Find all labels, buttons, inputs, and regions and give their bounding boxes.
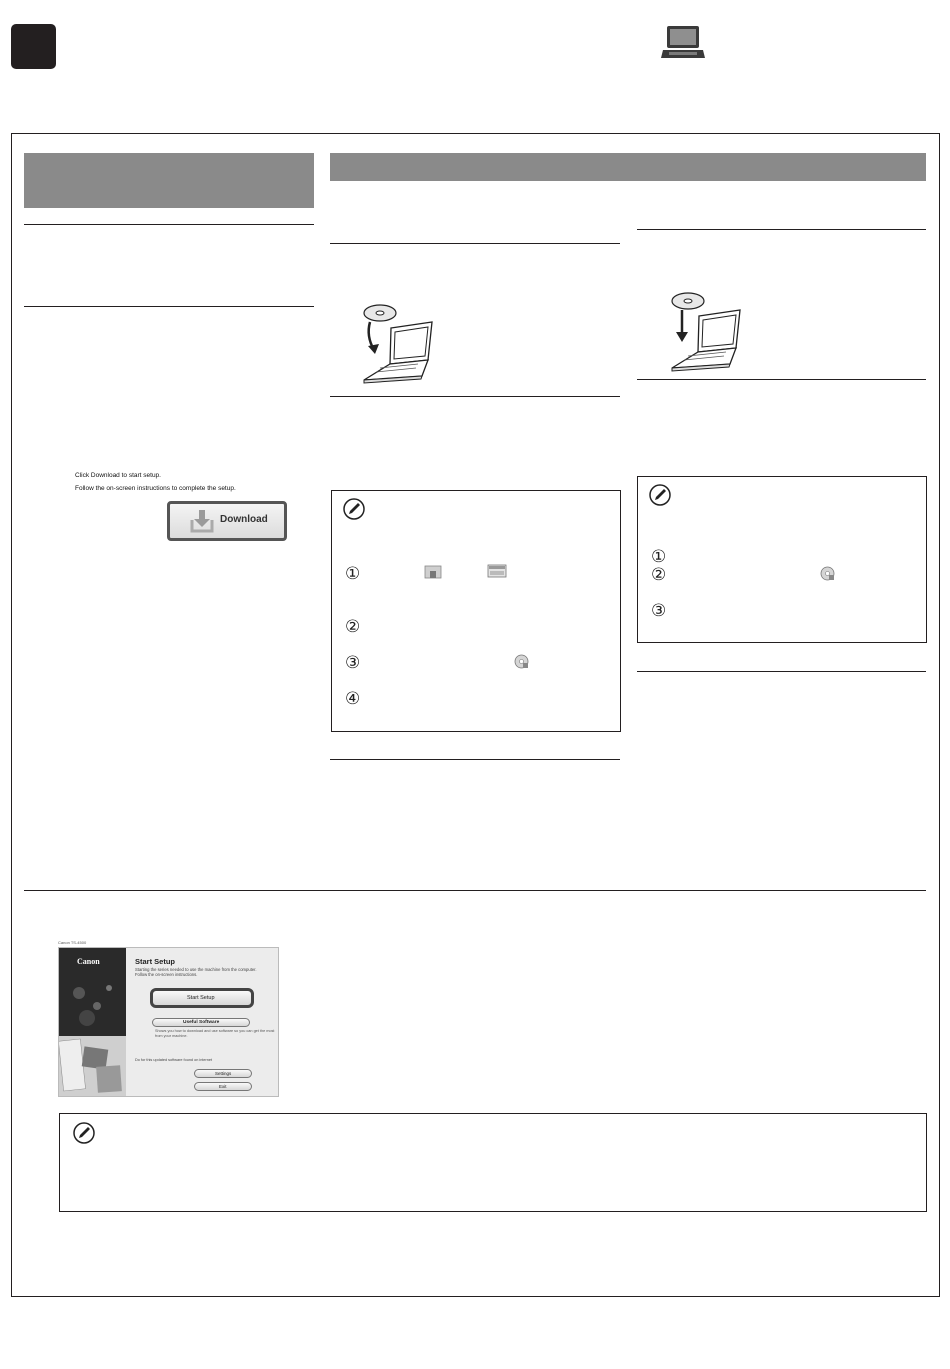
divider (24, 306, 314, 307)
note-step-2: ② (651, 565, 667, 585)
download-button-label: Download (220, 514, 268, 525)
divider (330, 243, 620, 244)
divider (637, 671, 926, 672)
left-section-header (24, 153, 314, 208)
download-instruction-2: Follow the on-screen instructions to complete the setup. (75, 485, 236, 492)
note-step-3: ③ (345, 653, 361, 673)
note-step-1: ① (345, 564, 361, 584)
useful-software-button[interactable] (152, 1018, 250, 1027)
settings-button[interactable] (194, 1069, 252, 1078)
note-step-3: ③ (651, 601, 667, 621)
right-section-header (330, 153, 926, 181)
useful-software-label: Useful Software (183, 1020, 220, 1025)
divider (330, 759, 620, 760)
note-step-1: ① (651, 547, 667, 567)
start-setup-label: Start Setup (187, 995, 215, 1001)
exit-button[interactable] (194, 1082, 252, 1091)
setup-window-screenshot (58, 947, 279, 1097)
update-check-text: Do for this updated software found on internet (135, 1058, 213, 1062)
note-box-right (637, 476, 927, 643)
setup-description-2: Follow the on-screen instructions. (135, 972, 198, 977)
step-number-badge (11, 24, 56, 69)
cd-laptop-illustration (358, 302, 436, 384)
settings-label: Settings (215, 1071, 232, 1076)
divider (24, 224, 314, 225)
laptop-icon (661, 24, 705, 62)
explorer-icon (487, 563, 507, 579)
pencil-note-icon (649, 484, 671, 506)
disc-setup-icon (514, 654, 529, 669)
section-divider (24, 890, 926, 891)
pencil-note-icon (343, 498, 365, 520)
note-box-left (331, 490, 621, 732)
setup-description-1: Starting the series needed to use the machine from the computer. (135, 967, 257, 972)
exit-label: Exit (219, 1084, 227, 1089)
download-instruction-1: Click Download to start setup. (75, 472, 161, 479)
download-icon (188, 508, 216, 534)
window-caption: Canon TS-4500 (58, 940, 87, 945)
computer-folder-icon (424, 564, 442, 580)
photo-collage (59, 948, 126, 1097)
setup-title: Start Setup (135, 957, 176, 966)
note-box-bottom (59, 1113, 927, 1212)
note-step-2: ② (345, 617, 361, 637)
setup-sidebar-image (59, 948, 126, 1097)
useful-desc-1: Shows you how to download and use software so you can get the most (155, 1029, 275, 1033)
useful-desc-2: from your machine. (155, 1034, 188, 1038)
disc-setup-icon (820, 566, 835, 581)
cd-laptop-illustration-2 (666, 290, 744, 372)
divider (637, 379, 926, 380)
start-setup-button[interactable] (150, 988, 254, 1008)
note-step-4: ④ (345, 689, 361, 709)
pencil-note-icon (73, 1122, 95, 1144)
canon-logo: Canon (77, 957, 100, 966)
divider (637, 229, 926, 230)
divider (330, 396, 620, 397)
